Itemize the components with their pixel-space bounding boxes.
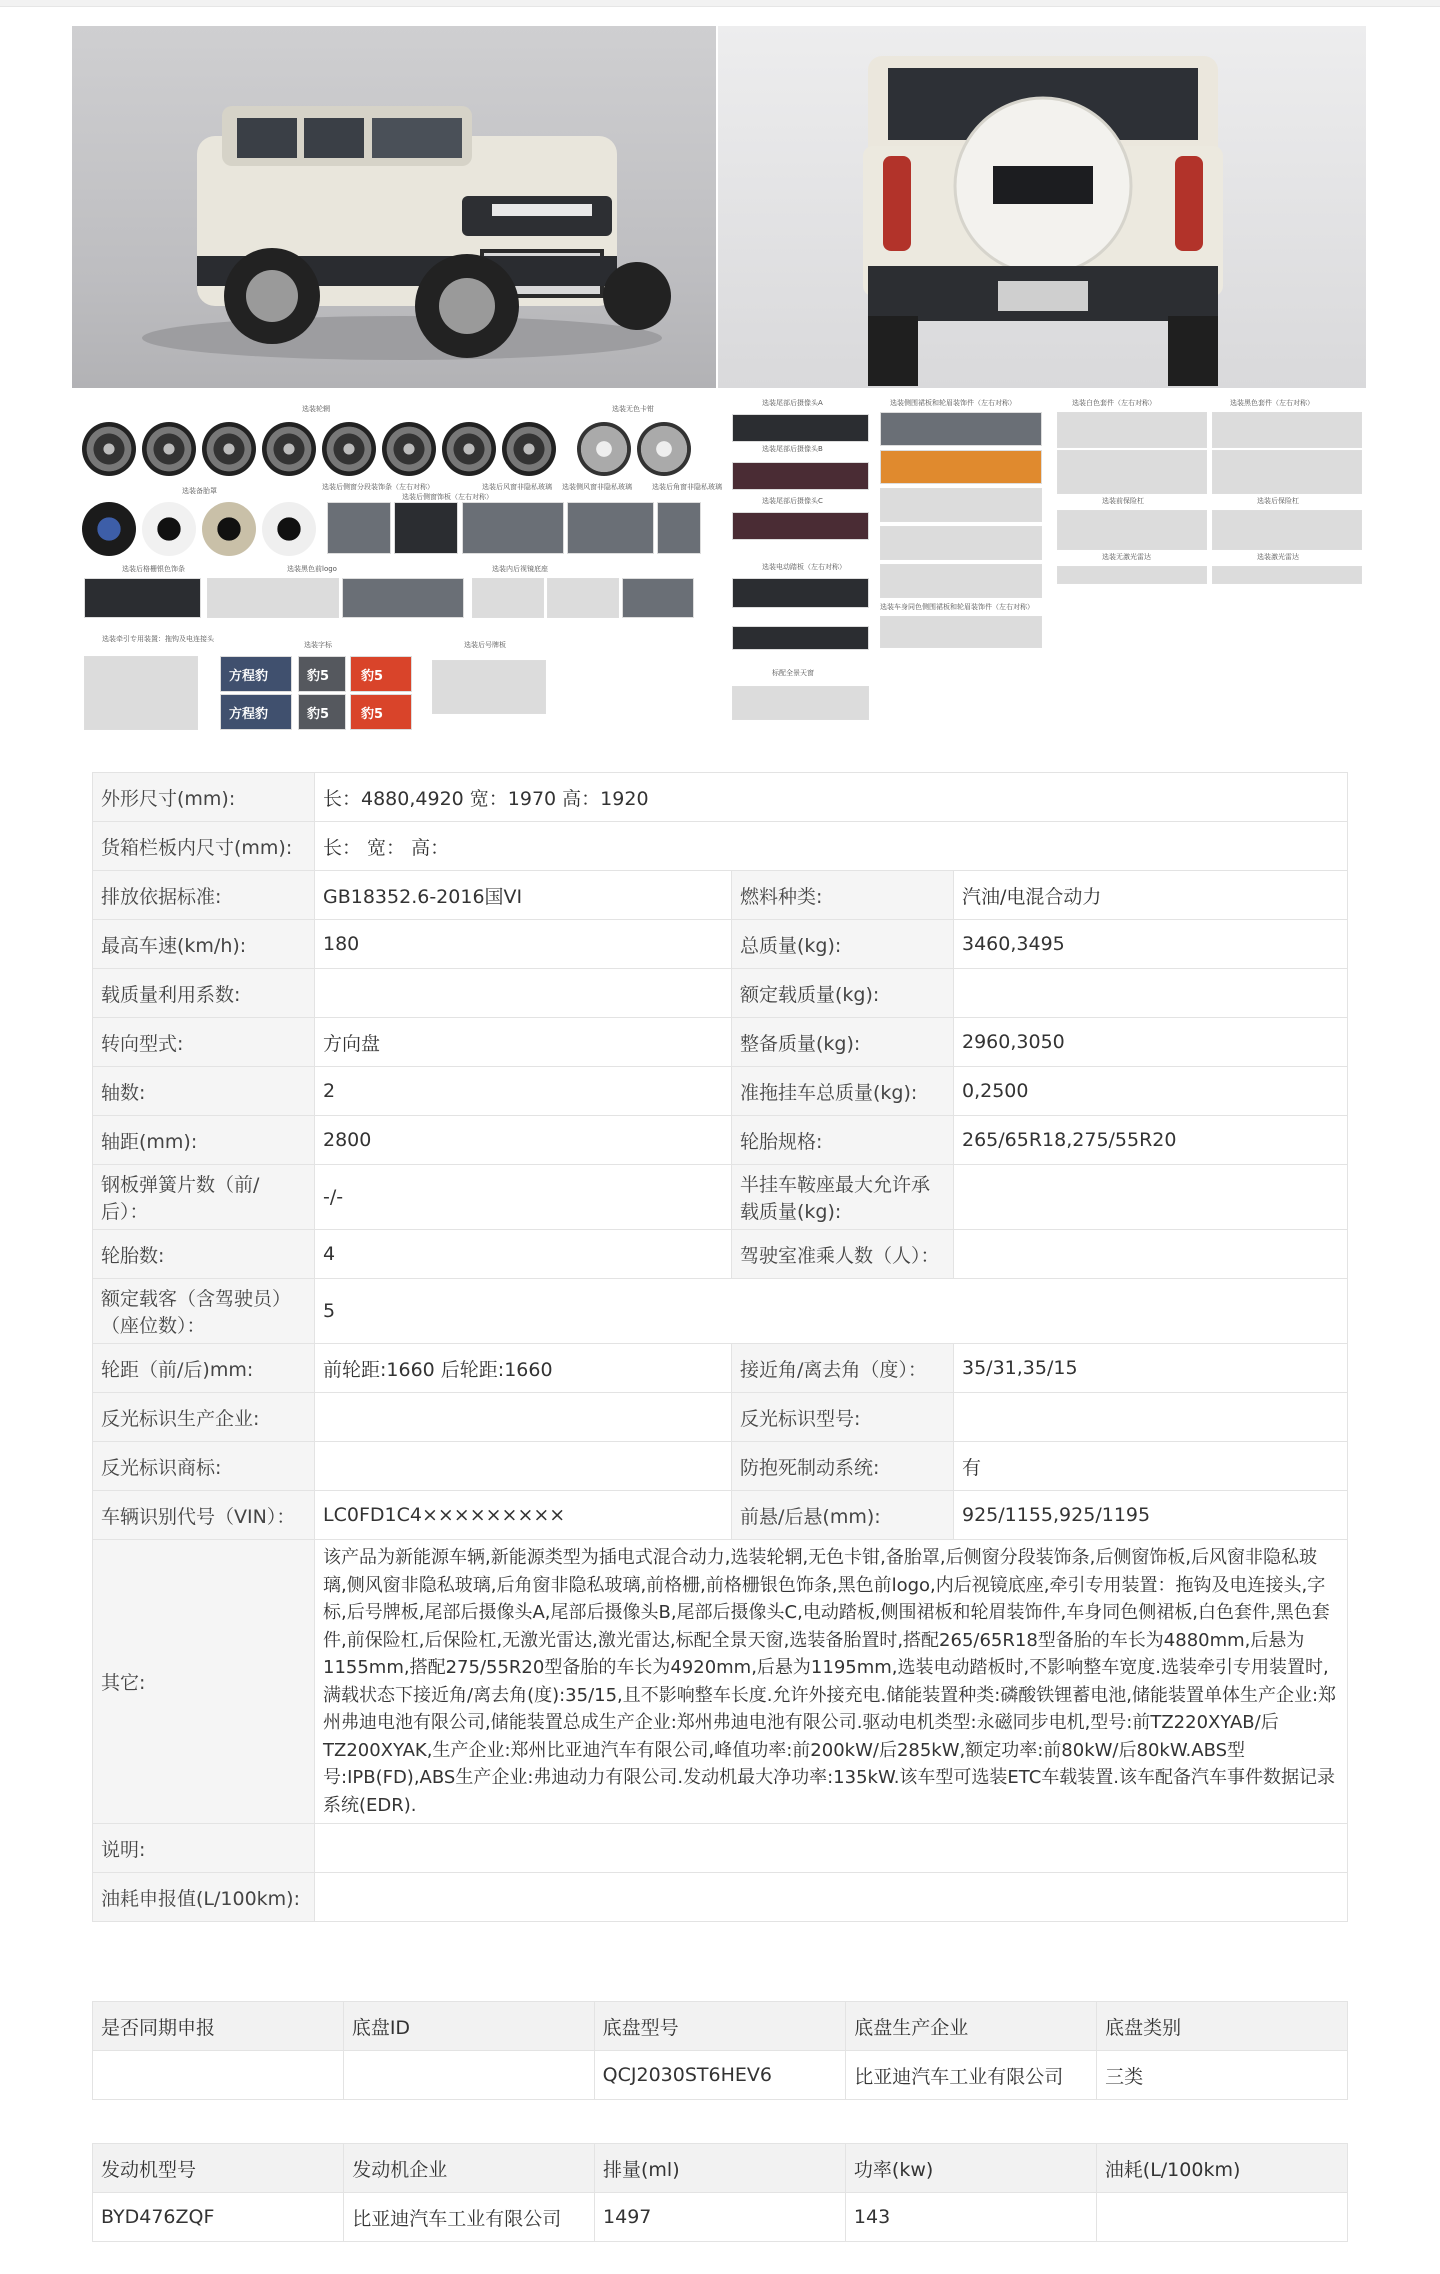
table-cell: QCJ2030ST6HEV6 <box>594 2051 846 2100</box>
mirror-base-thumb <box>472 578 544 618</box>
caption: 选装车身同色侧围裙板和轮眉装饰件（左右对称） <box>880 603 1034 611</box>
wheel-thumb <box>577 422 631 476</box>
window-thumb <box>567 502 654 554</box>
reflbrand-label: 反光标识商标: <box>93 1442 315 1491</box>
dims-value: 长：4880,4920 宽：1970 高：1920 <box>315 773 1348 822</box>
wheelbase-value: 2800 <box>315 1116 732 1165</box>
chassis-table <box>92 2001 1348 2100</box>
window-thumb <box>462 502 564 554</box>
camera-thumb <box>732 512 869 540</box>
sunroof-thumb <box>732 686 869 720</box>
grille-thumb <box>84 578 201 618</box>
mirror-base-thumb <box>547 578 619 618</box>
leaf-label: 钢板弹簧片数（前/后）： <box>93 1165 315 1230</box>
wheel-thumb <box>142 422 196 476</box>
wheel-thumb <box>502 422 556 476</box>
gross-value: 3460,3495 <box>954 920 1348 969</box>
wheel-thumb <box>637 422 691 476</box>
vehicle-rear-illustration <box>718 26 1366 388</box>
table-cell: 比亚迪汽车工业有限公司 <box>846 2051 1097 2100</box>
wheel-thumb <box>382 422 436 476</box>
cargo-label: 货箱栏板内尺寸(mm): <box>93 822 315 871</box>
spec-table <box>92 772 1348 1922</box>
mirror-base-thumb <box>622 578 694 618</box>
table-row <box>93 1442 1348 1491</box>
caption: 选装字标 <box>304 641 332 649</box>
reflbrand-value <box>315 1442 732 1491</box>
angle-label: 接近角/离去角（度）： <box>732 1344 954 1393</box>
overhang-label: 前悬/后悬(mm): <box>732 1491 954 1540</box>
wheel-thumb <box>202 422 256 476</box>
reflmaker-value <box>315 1393 732 1442</box>
tyres-value: 4 <box>315 1230 732 1279</box>
engine-table <box>92 2143 1348 2242</box>
caption: 选装后风窗非隐私玻璃 <box>482 483 552 491</box>
wheel-thumb <box>82 422 136 476</box>
window-thumb <box>657 502 701 554</box>
reflmodel-value <box>954 1393 1348 1442</box>
caption: 选装后角窗非隐私玻璃 <box>652 483 722 491</box>
saddle-value <box>954 1165 1348 1230</box>
kit-thumb <box>1212 412 1362 448</box>
side-skirt-thumb <box>880 488 1042 522</box>
fuelreport-value <box>315 1873 1348 1922</box>
spare-tire-cover-thumb <box>262 502 316 556</box>
spare-tire-cover-thumb <box>142 502 196 556</box>
window-thumb <box>394 502 458 554</box>
reflmodel-label: 反光标识型号: <box>732 1393 954 1442</box>
spare-tire-cover-thumb <box>82 502 136 556</box>
cargo-value: 长： 宽： 高： <box>315 822 1348 871</box>
bumper-thumb <box>1057 510 1207 550</box>
track-value: 前轮距:1660 后轮距:1660 <box>315 1344 732 1393</box>
caption: 选装无激光雷达 <box>1102 553 1151 561</box>
tyre-value: 265/65R18,275/55R20 <box>954 1116 1348 1165</box>
reflmaker-label: 反光标识生产企业: <box>93 1393 315 1442</box>
caption: 选装后侧窗分段装饰条（左右对称） <box>322 483 434 491</box>
caption: 选装前保险杠 <box>1102 497 1144 505</box>
table-header: 发动机型号 <box>93 2144 344 2193</box>
side-skirt-thumb <box>880 564 1042 598</box>
angle-value: 35/31,35/15 <box>954 1344 1348 1393</box>
caption: 选装备胎罩 <box>182 487 217 495</box>
plate-board-thumb <box>432 660 546 714</box>
side-skirt-thumb <box>880 412 1042 446</box>
table-header: 底盘型号 <box>594 2002 846 2051</box>
wheel-thumb <box>262 422 316 476</box>
vin-label: 车辆识别代号（VIN）： <box>93 1491 315 1540</box>
table-row <box>93 969 1348 1018</box>
caption: 选装激光雷达 <box>1257 553 1299 561</box>
fuel-label: 燃料种类: <box>732 871 954 920</box>
table-header: 底盘生产企业 <box>846 2002 1097 2051</box>
emission-value: GB18352.6-2016国VI <box>315 871 732 920</box>
caption: 选装后号牌板 <box>464 641 506 649</box>
table-cell: 三类 <box>1097 2051 1348 2100</box>
model-badge-red-thumb: 豹5 <box>350 694 412 730</box>
window-thumb <box>327 502 391 554</box>
table-row <box>93 2051 1348 2100</box>
table-row <box>93 2193 1348 2242</box>
table-header: 底盘ID <box>343 2002 594 2051</box>
table-header: 是否同期申报 <box>93 2002 344 2051</box>
brand-badge-thumb: 方程豹 <box>220 694 292 730</box>
track-label: 轮距（前/后)mm: <box>93 1344 315 1393</box>
caption: 选装尾部后摄像头B <box>762 445 823 453</box>
loadfactor-label: 载质量利用系数: <box>93 969 315 1018</box>
tyres-label: 轮胎数: <box>93 1230 315 1279</box>
wheelbase-label: 轴距(mm): <box>93 1116 315 1165</box>
table-row <box>93 920 1348 969</box>
grille-thumb <box>207 578 339 618</box>
overhang-value: 925/1155,925/1195 <box>954 1491 1348 1540</box>
cab-value <box>954 1230 1348 1279</box>
abs-label: 防抱死制动系统: <box>732 1442 954 1491</box>
table-row <box>93 1165 1348 1230</box>
running-board-thumb <box>732 578 869 608</box>
lidar-thumb <box>1212 566 1362 584</box>
vin-value: LC0FD1C4××××××××× <box>315 1491 732 1540</box>
table-row <box>93 773 1348 822</box>
table-cell <box>1096 2193 1347 2242</box>
table-row <box>93 1393 1348 1442</box>
caption: 选装后保险杠 <box>1257 497 1299 505</box>
dims-label: 外形尺寸(mm): <box>93 773 315 822</box>
leaf-value: -/- <box>315 1165 732 1230</box>
spare-tire-cover-thumb <box>202 502 256 556</box>
table-header: 排量(ml) <box>595 2144 846 2193</box>
curb-label: 整备质量(kg): <box>732 1018 954 1067</box>
table-row <box>93 1491 1348 1540</box>
side-skirt-thumb <box>880 450 1042 484</box>
trailer-label: 准拖挂车总质量(kg): <box>732 1067 954 1116</box>
note-value <box>315 1824 1348 1873</box>
running-board-thumb <box>732 626 869 650</box>
other-value: 该产品为新能源车辆,新能源类型为插电式混合动力,选装轮辋,无色卡钳,备胎罩,后侧窗分段装饰条,后侧窗饰板,后风窗非隐私玻璃,侧风窗非隐私玻璃,后角窗非隐私玻璃,前格栅,前格栅银色饰条,黑色前logo,内后视镜底座,牵引专用装置：拖钩及电连接头,字标,后号牌板,尾部后摄像头A,尾部后摄像头B,尾部后摄像头C,电动踏板,侧围裙板和轮眉装饰件,车身同色侧裙板,白色套件,黑色套件,前保险杠,后保险杠,无激光雷达,激光雷达,标配全景天窗,选装备胎置时,搭配265/65R18型备胎的车长为4880mm,后悬为1155mm,搭配275/55R20型备胎的车长为4920mm,后悬为1195mm,选装电动踏板时,不影响整车宽度.选装牵引专用装置时,满载状态下接近角/离去角(度):35/15,且不影响整车长度.允许外接充电.储能装置种类:磷酸铁锂蓄电池,储能装置单体生产企业:郑州弗迪电池有限公司,储能装置总成生产企业:郑州弗迪电池有限公司.驱动电机类型:永磁同步电机,型号:前TZ220XYAB/后TZ200XYAK,生产企业:郑州比亚迪汽车有限公司,峰值功率:前200kW/后285kW,额定功率:前80kW/后80kW.ABS型号:IPB(FD),ABS生产企业:弗迪动力有限公司.发动机最大净功率:135kW.该车型可选装ETC车载装置.该车配备汽车事件数据记录系统(EDR). <box>315 1540 1348 1824</box>
ratedload-value <box>954 969 1348 1018</box>
steer-label: 转向型式: <box>93 1018 315 1067</box>
axles-label: 轴数: <box>93 1067 315 1116</box>
saddle-label: 半挂车鞍座最大允许承载质量(kg): <box>732 1165 954 1230</box>
tow-hitch-thumb <box>84 656 198 730</box>
caption: 选装黑色套件（左右对称） <box>1230 399 1314 407</box>
model-badge-thumb: 豹5 <box>298 694 346 730</box>
table-cell: 比亚迪汽车工业有限公司 <box>344 2193 595 2242</box>
speed-value: 180 <box>315 920 732 969</box>
loadfactor-value <box>315 969 732 1018</box>
wheel-thumb <box>442 422 496 476</box>
caption: 选装侧风窗非隐私玻璃 <box>562 483 632 491</box>
fuel-value: 汽油/电混合动力 <box>954 871 1348 920</box>
table-cell <box>93 2051 344 2100</box>
table-row <box>93 1067 1348 1116</box>
caption: 选装尾部后摄像头A <box>762 399 823 407</box>
table-row <box>93 1116 1348 1165</box>
caption: 选装内后视镜底座 <box>492 565 548 573</box>
table-header: 功率(kw) <box>845 2144 1096 2193</box>
caption: 选装黑色前logo <box>287 565 337 573</box>
wheel-thumb <box>322 422 376 476</box>
note-label: 说明: <box>93 1824 315 1873</box>
steer-value: 方向盘 <box>315 1018 732 1067</box>
table-header-row <box>93 2144 1348 2193</box>
optional-parts-catalog <box>72 398 1368 738</box>
grille-thumb <box>342 578 464 618</box>
camera-thumb <box>732 414 869 442</box>
camera-thumb <box>732 462 869 490</box>
curb-value: 2960,3050 <box>954 1018 1348 1067</box>
top-divider <box>0 0 1440 7</box>
abs-value: 有 <box>954 1442 1348 1491</box>
bumper-thumb <box>1212 510 1362 550</box>
side-skirt-thumb <box>880 526 1042 560</box>
fuelreport-label: 油耗申报值(L/100km): <box>93 1873 315 1922</box>
gross-label: 总质量(kg): <box>732 920 954 969</box>
kit-thumb <box>1212 450 1362 494</box>
trailer-value: 0,2500 <box>954 1067 1348 1116</box>
caption: 标配全景天窗 <box>772 669 814 677</box>
table-header: 底盘类别 <box>1097 2002 1348 2051</box>
caption: 选装电动踏板（左右对称） <box>762 563 846 571</box>
vehicle-front-illustration <box>72 26 716 388</box>
table-row <box>93 871 1348 920</box>
caption: 选装牵引专用装置：拖钩及电连接头 <box>102 635 214 643</box>
seats-label: 额定载客（含驾驶员）（座位数）： <box>93 1279 315 1344</box>
table-header-row <box>93 2002 1348 2051</box>
table-row <box>93 1540 1348 1824</box>
table-row <box>93 822 1348 871</box>
table-row <box>93 1279 1348 1344</box>
model-badge-thumb: 豹5 <box>298 656 346 692</box>
table-row <box>93 1018 1348 1067</box>
table-row <box>93 1230 1348 1279</box>
table-row <box>93 1344 1348 1393</box>
lidar-thumb <box>1057 566 1207 584</box>
emission-label: 排放依据标准: <box>93 871 315 920</box>
axles-value: 2 <box>315 1067 732 1116</box>
table-cell <box>343 2051 594 2100</box>
caption: 选装尾部后摄像头C <box>762 497 823 505</box>
caption: 选装后格栅银色饰条 <box>122 565 185 573</box>
kit-thumb <box>1057 450 1207 494</box>
table-cell: BYD476ZQF <box>93 2193 344 2242</box>
kit-thumb <box>1057 412 1207 448</box>
brand-badge-thumb: 方程豹 <box>220 656 292 692</box>
vehicle-rear-photo <box>718 26 1366 388</box>
caption: 选装侧围裙板和轮眉装饰件（左右对称） <box>890 399 1016 407</box>
cab-label: 驾驶室准乘人数（人）： <box>732 1230 954 1279</box>
tyre-label: 轮胎规格: <box>732 1116 954 1165</box>
caption: 选装白色套件（左右对称） <box>1072 399 1156 407</box>
table-cell: 1497 <box>595 2193 846 2242</box>
speed-label: 最高车速(km/h): <box>93 920 315 969</box>
side-skirt-thumb <box>880 616 1042 648</box>
seats-value: 5 <box>315 1279 1348 1344</box>
caption: 选装无色卡钳 <box>612 405 654 413</box>
table-cell: 143 <box>845 2193 1096 2242</box>
table-header: 发动机企业 <box>344 2144 595 2193</box>
model-badge-red-thumb: 豹5 <box>350 656 412 692</box>
ratedload-label: 额定载质量(kg): <box>732 969 954 1018</box>
other-label: 其它: <box>93 1540 315 1824</box>
vehicle-front-photo <box>72 26 716 388</box>
caption: 选装轮辋 <box>302 405 330 413</box>
table-header: 油耗(L/100km) <box>1096 2144 1347 2193</box>
table-row <box>93 1824 1348 1873</box>
table-row <box>93 1873 1348 1922</box>
caption: 选装后侧窗饰板（左右对称） <box>402 493 493 501</box>
